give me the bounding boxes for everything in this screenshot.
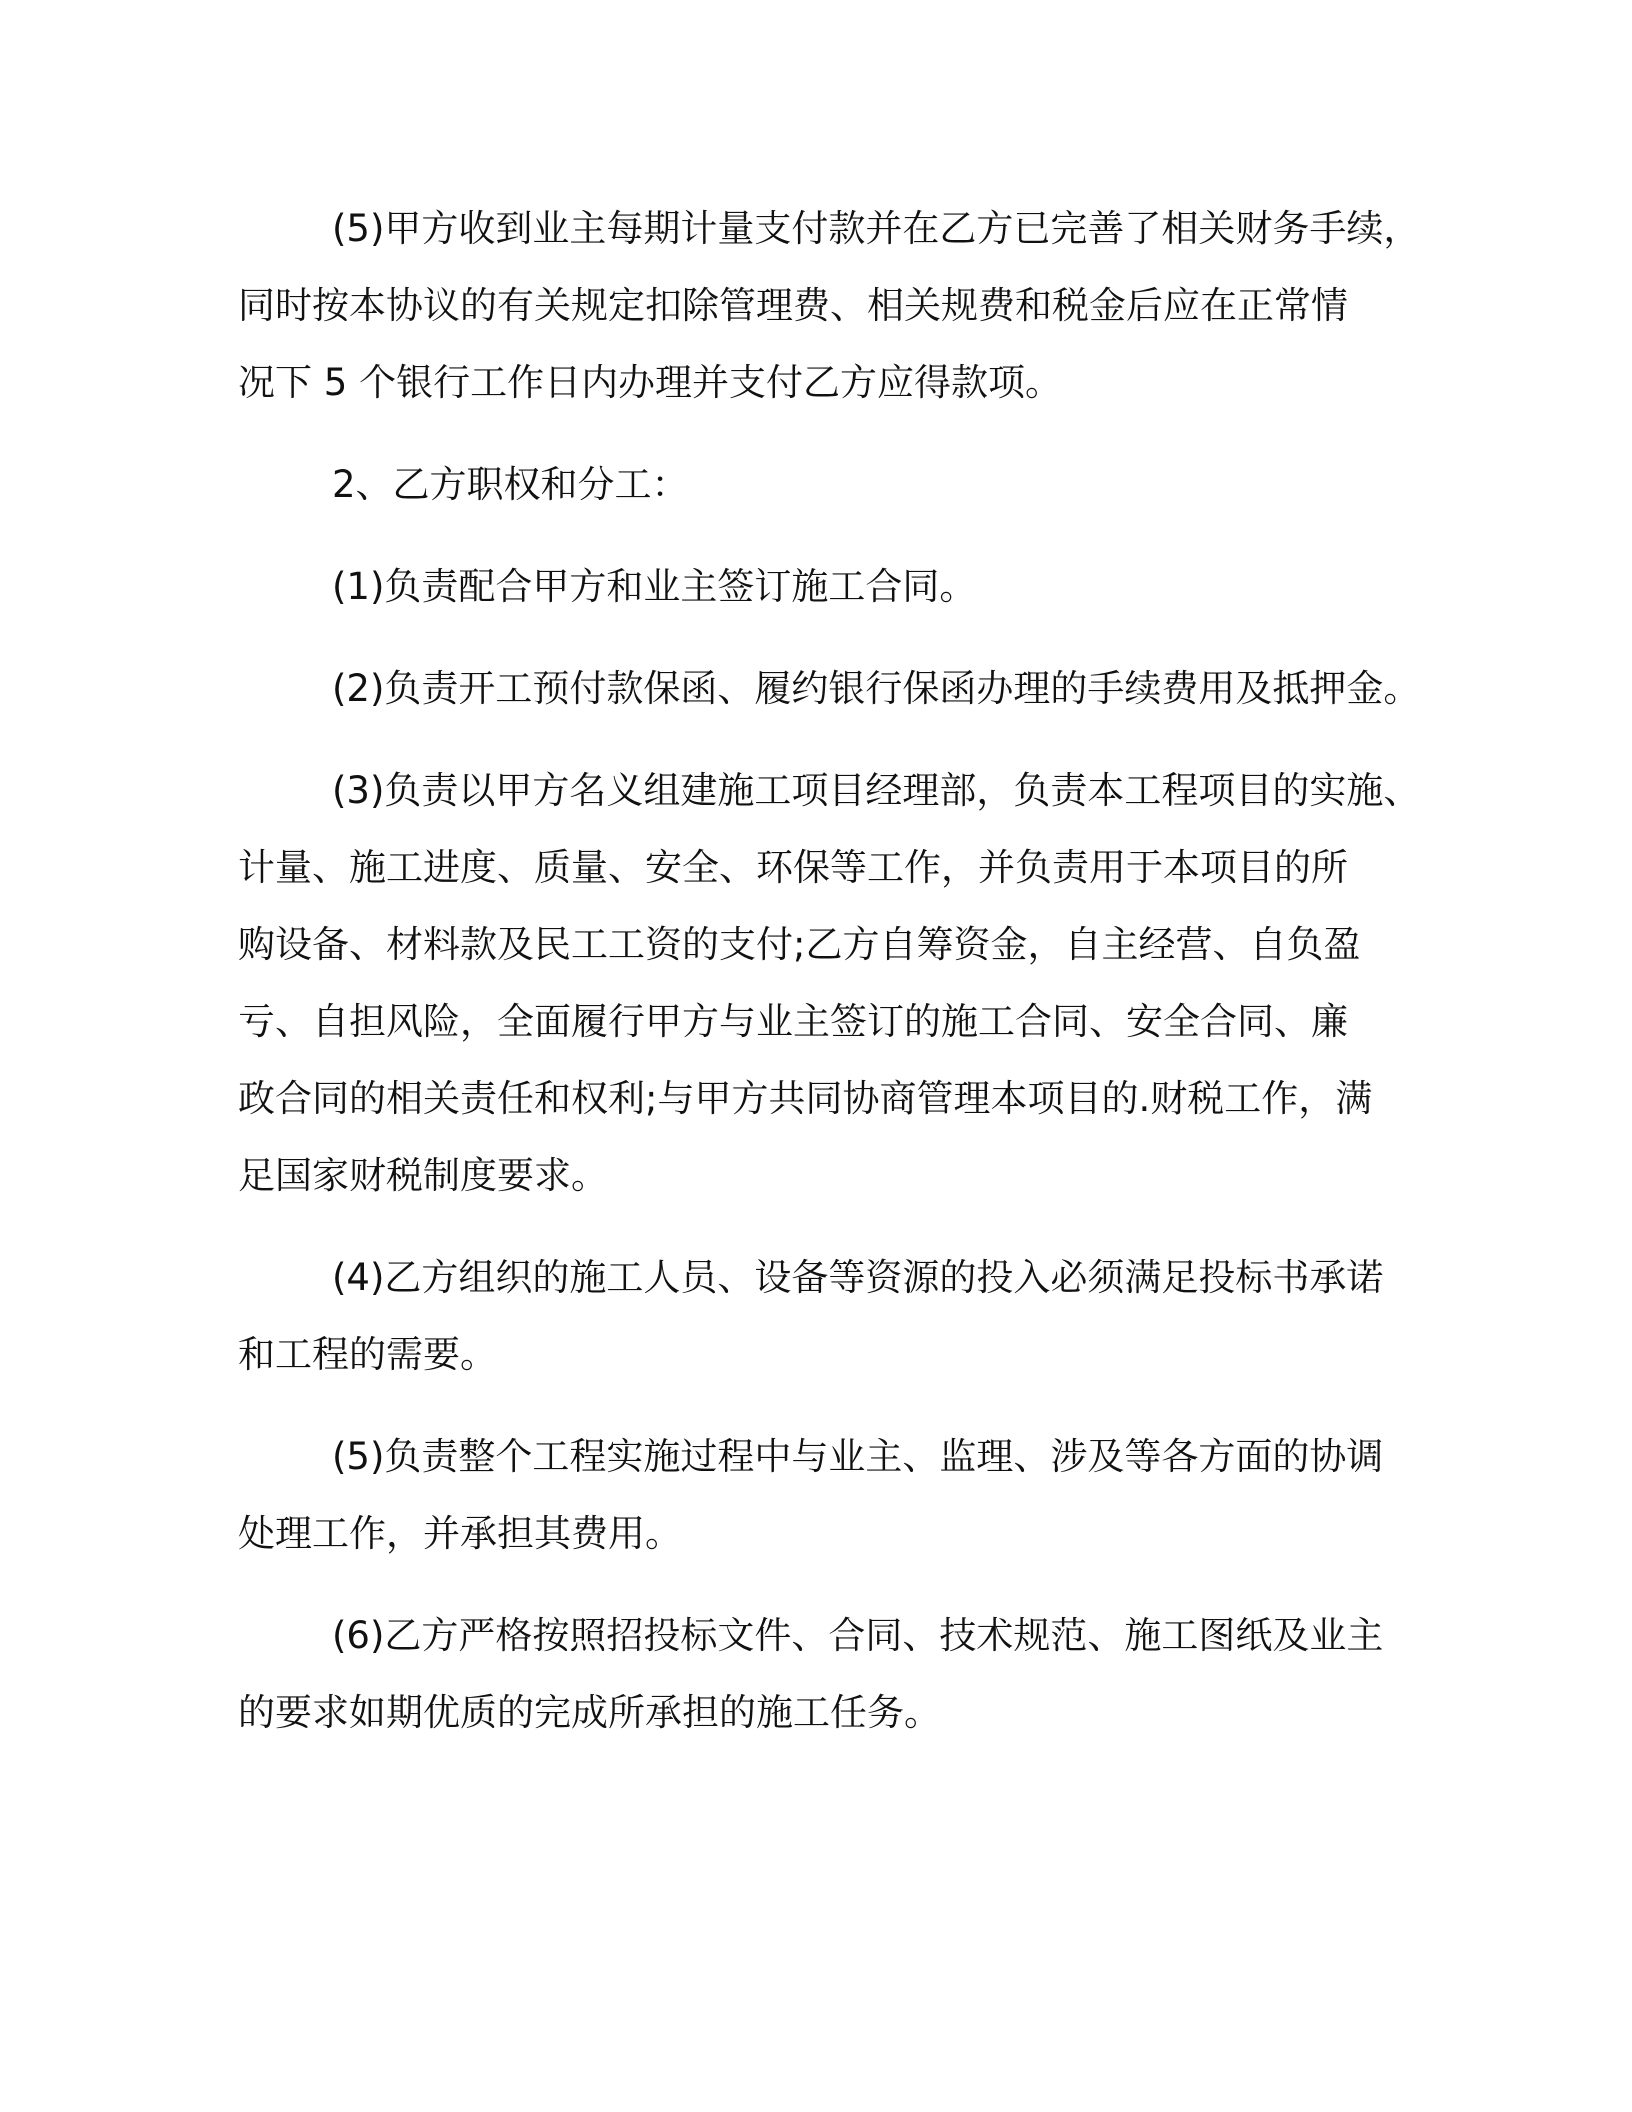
text-line: 和工程的需要。	[238, 1333, 497, 1376]
text-line: 足国家财税制度要求。	[238, 1154, 608, 1197]
text-line: (3)负责以甲方名义组建施工项目经理部，负责本工程项目的实施、	[332, 769, 1421, 812]
paragraph-item-3	[238, 752, 1421, 1214]
text-line: 政合同的相关责任和权利;与甲方共同协商管理本项目的.财税工作，满	[238, 1077, 1373, 1120]
text-line: 亏、自担风险，全面履行甲方与业主签订的施工合同、安全合同、廉	[238, 1000, 1348, 1043]
section-heading-text: 2、乙方职权和分工：	[332, 463, 689, 506]
text-line: 况下 5 个银行工作日内办理并支付乙方应得款项。	[238, 361, 1063, 404]
text-line: 处理工作，并承担其费用。	[238, 1512, 682, 1555]
text-line: (5)负责整个工程实施过程中与业主、监理、涉及等各方面的协调	[332, 1435, 1384, 1478]
text-line: (4)乙方组织的施工人员、设备等资源的投入必须满足投标书承诺	[332, 1256, 1384, 1299]
paragraph-item-4	[238, 1239, 1388, 1393]
document-body	[238, 190, 1421, 1751]
paragraph-item-1	[238, 548, 1388, 625]
paragraph-item-2	[238, 650, 1421, 727]
text-line: (6)乙方严格按照招投标文件、合同、技术规范、施工图纸及业主	[332, 1614, 1384, 1657]
paragraph-payment-terms	[238, 190, 1421, 421]
paragraph-item-6	[238, 1597, 1388, 1751]
text-line: 的要求如期优质的完成所承担的施工任务。	[238, 1691, 941, 1734]
paragraph-item-5	[238, 1418, 1388, 1572]
text-line: 计量、施工进度、质量、安全、环保等工作，并负责用于本项目的所	[238, 846, 1348, 889]
text-line: (1)负责配合甲方和业主签订施工合同。	[332, 565, 977, 608]
text-line: (5)甲方收到业主每期计量支付款并在乙方已完善了相关财务手续，	[332, 207, 1421, 250]
section-heading	[238, 446, 1388, 523]
text-line: (2)负责开工预付款保函、履约银行保函办理的手续费用及抵押金。	[332, 667, 1421, 710]
text-line: 同时按本协议的有关规定扣除管理费、相关规费和税金后应在正常情	[238, 284, 1348, 327]
text-line: 购设备、材料款及民工工资的支付;乙方自筹资金，自主经营、自负盈	[238, 923, 1361, 966]
